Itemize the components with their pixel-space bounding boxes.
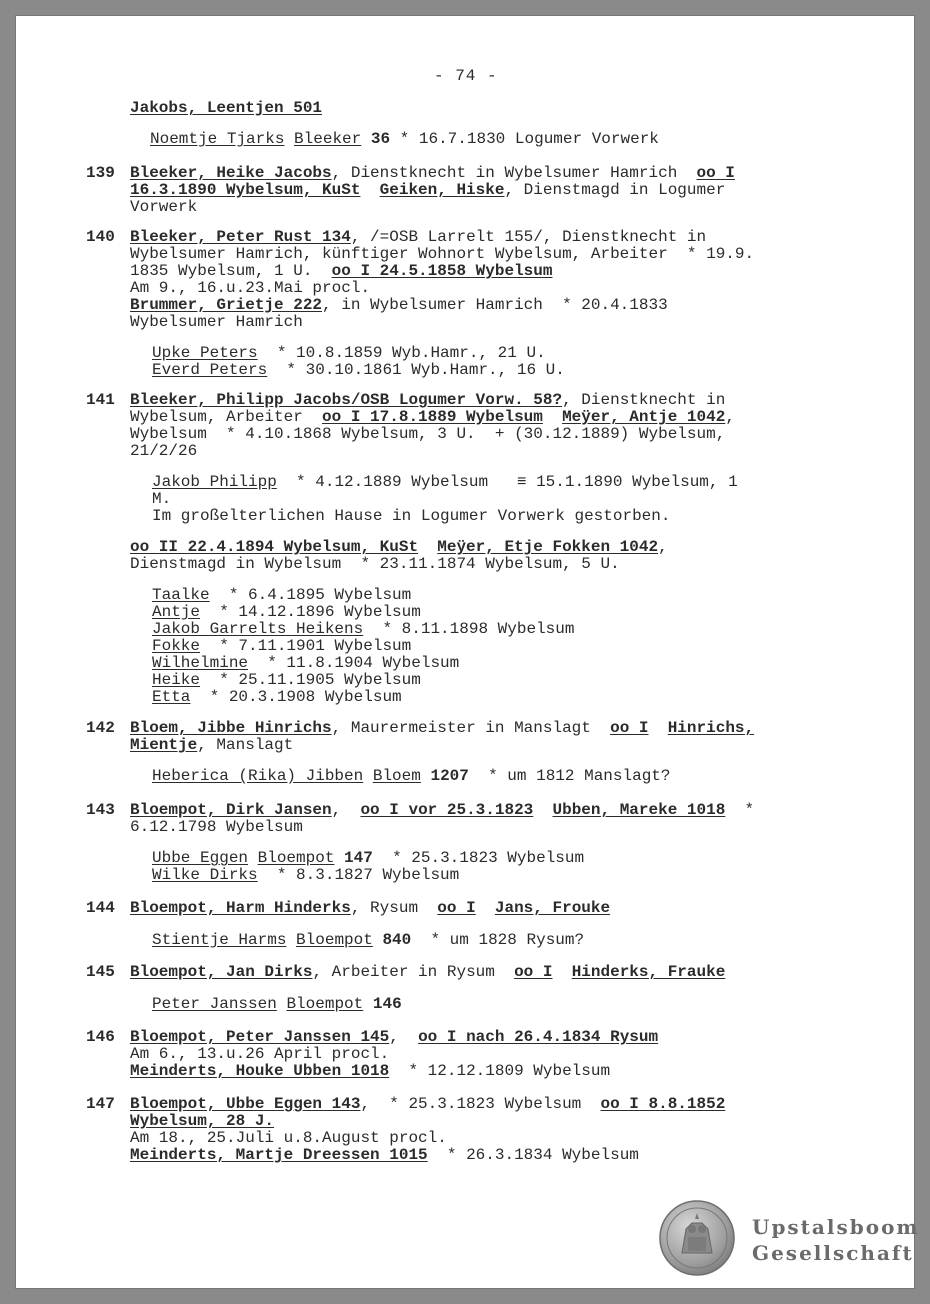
child-name: Etta: [152, 688, 191, 706]
entry-139-line-1: [130, 165, 735, 182]
entry-140-details: , /=OSB Larrelt 155/, Dienstknecht in: [350, 228, 707, 246]
entry-141-comma-2: ,: [658, 538, 668, 556]
child-details: * 10.8.1859 Wyb.Hamr., 21 U.: [257, 344, 546, 362]
entry-141-spouse-2-details: Dienstmagd in Wybelsum * 23.11.1874 Wybelsum, 5 U.: [130, 555, 620, 573]
child-details: * 14.12.1896 Wybelsum: [200, 603, 421, 621]
entry-143-marriage: oo I vor 25.3.1823: [360, 801, 534, 819]
entry-144-spouse: Jans, Frouke: [494, 899, 611, 917]
entry-143-child: [152, 850, 584, 867]
entry-144-gap: [476, 899, 495, 917]
entry-139-spouse-details: , Dienstmagd in Logumer: [504, 181, 726, 199]
parent-name: Jakobs, Leentjen 501: [130, 99, 323, 117]
child-name: Upke Peters: [152, 344, 258, 362]
entry-145-spouse: Hinderks, Frauke: [571, 963, 726, 981]
entry-139-name: Bleeker, Heike Jacobs: [130, 164, 332, 182]
entry-140-child: [152, 345, 546, 362]
entry-144-marriage: oo I: [437, 899, 476, 917]
entry-147-marriage: oo I 8.8.1852: [600, 1095, 726, 1113]
child-ref: 147: [344, 849, 373, 867]
entry-139-occupation: , Dienstknecht in Wybelsumer Hamrich: [331, 164, 697, 182]
entry-143-gap-2: [533, 801, 552, 819]
child-details: * um 1812 Manslagt?: [468, 767, 671, 785]
child-given-name: Noemtje Tjarks: [150, 130, 285, 148]
entry-147-line-4: [130, 1147, 639, 1164]
entry-141-name: Bleeker, Philipp Jacobs/OSB Logumer Vorw. 58?: [130, 391, 563, 409]
entry-141-child-2: [152, 638, 411, 655]
entry-143-line-2: 6.12.1798 Wybelsum: [130, 818, 303, 836]
child-ref: 1207: [430, 767, 469, 785]
child-name: Wilhelmine: [152, 654, 249, 672]
child-surname: Bloempot: [257, 849, 335, 867]
entry-139-line-2: [130, 182, 725, 199]
entry-141-child-cont: M.: [152, 490, 172, 508]
entry-140-line-1: [130, 229, 706, 246]
child-name: Heike: [152, 671, 201, 689]
entry-140-line-6: Wybelsumer Hamrich: [130, 313, 303, 331]
child-details: * 7.11.1901 Wybelsum: [200, 637, 412, 655]
entry-143-name: Bloempot, Dirk Jansen: [130, 801, 332, 819]
entry-141-line-4: 21/2/26: [130, 442, 198, 460]
entry-143-line-1: [130, 802, 754, 819]
child-surname: Bleeker: [294, 130, 362, 148]
entry-number-141: 141: [86, 391, 115, 409]
entry-140-child: [152, 362, 565, 379]
entry-146-line-2: Am 6., 13.u.26 April procl.: [130, 1045, 390, 1063]
entry-142-spouse-given: Mientje: [130, 736, 198, 754]
entry-number-146: 146: [86, 1028, 115, 1046]
entry-146-line-3: [130, 1063, 610, 1080]
child-given-name: Stientje Harms: [152, 931, 287, 949]
child-ref: 840: [382, 931, 412, 949]
child-name: Fokke: [152, 637, 201, 655]
child-details: * 25.11.1905 Wybelsum: [200, 671, 421, 689]
child-ref: 146: [372, 995, 402, 1013]
entry-141-child-2: [152, 689, 402, 706]
entry-141-marriage-2: oo II 22.4.1894 Wybelsum, KuSt: [130, 538, 419, 556]
entry-146-name: Bloempot, Peter Janssen 145: [130, 1028, 390, 1046]
entry-number-145: 145: [86, 963, 115, 981]
entry-147-line-1: [130, 1096, 725, 1113]
child-details: * 16.7.1830 Logumer Vorwerk: [390, 130, 659, 148]
child-details: * 11.8.1904 Wybelsum: [248, 654, 460, 672]
entry-139-marriage: 16.3.1890 Wybelsum, KuSt: [130, 181, 361, 199]
entry-147-line-2: [130, 1113, 274, 1130]
entry-141-marriage-1: oo I 17.8.1889 Wybelsum: [322, 408, 543, 426]
entry-142-spouse: Hinrichs,: [667, 719, 755, 737]
entry-number-140: 140: [86, 228, 115, 246]
entry-142-line-2: [130, 737, 293, 754]
entry-145-occupation: , Arbeiter in Rysum: [312, 963, 515, 981]
entry-145-name: Bloempot, Jan Dirks: [130, 963, 313, 981]
entry-147-spouse: Meinderts, Martje Dreessen 1015: [130, 1146, 428, 1164]
entry-140-birth: 1835 Wybelsum, 1 U.: [130, 262, 332, 280]
entry-141-marriage-2-line: [130, 539, 668, 556]
child-surname: Bloempot: [286, 995, 364, 1013]
entry-141-child-2: [152, 621, 574, 638]
entry-145-line-1: [130, 964, 725, 981]
entry-144-child: [152, 932, 584, 949]
child-surname: Bloempot: [296, 931, 373, 949]
entry-142-spouse-place: , Manslagt: [197, 736, 294, 754]
brand-logo: [752, 1214, 920, 1266]
entry-141-child-2: [152, 655, 459, 672]
entry-141-child-2: [152, 604, 421, 621]
entry-141-line-3: Wybelsum * 4.10.1868 Wybelsum, 3 U. + (30.12.1889) Wybelsum,: [130, 425, 726, 443]
brand-line-2: Gesellschaft: [752, 1241, 914, 1265]
entry-141-child-2: [152, 587, 411, 604]
entry-139-spouse: Geiken, Hiske: [379, 181, 505, 199]
entry-147-marriage-place: Wybelsum, 28 J.: [130, 1112, 275, 1130]
document-page: [16, 16, 920, 1288]
entry-140-name: Bleeker, Peter Rust 134: [130, 228, 351, 246]
entry-146-gap: ,: [389, 1028, 419, 1046]
entry-144-name: Bloempot, Harm Hinderks: [130, 899, 351, 917]
entry-141-child-2: [152, 672, 421, 689]
entry-140-line-3: [130, 263, 552, 280]
entry-147-birth: , * 25.3.1823 Wybelsum: [360, 1095, 601, 1113]
entry-144-place: , Rysum: [350, 899, 438, 917]
child-name: Wilke Dirks: [152, 866, 258, 884]
entry-145-child: [152, 996, 402, 1013]
page-content: [16, 16, 920, 1288]
entry-142-name: Bloem, Jibbe Hinrichs: [130, 719, 332, 737]
child-details: * um 1828 Rysum?: [411, 931, 585, 949]
entry-141-line-1: [130, 392, 725, 409]
entry-146-spouse: Meinderts, Houke Ubben 1018: [130, 1062, 390, 1080]
entry-139-gap: [360, 181, 379, 199]
child-details: * 6.4.1895 Wybelsum: [209, 586, 412, 604]
entry-142-occupation: , Maurermeister in Manslagt: [331, 719, 611, 737]
entry-141-line-2: [130, 409, 735, 426]
entry-number-147: 147: [86, 1095, 115, 1113]
entry-140-line-2: Wybelsumer Hamrich, künftiger Wohnort Wybelsum, Arbeiter * 19.9.: [130, 245, 755, 263]
entry-141-gap-2: [418, 538, 437, 556]
child-name: Everd Peters: [152, 361, 268, 379]
entry-142-child: [152, 768, 671, 785]
entry-140-spouse-details: , in Wybelsumer Hamrich * 20.4.1833: [322, 296, 668, 314]
entry-146-marriage: oo I nach 26.4.1834 Rysum: [418, 1028, 659, 1046]
entry-number-139: 139: [86, 164, 115, 182]
child-details: * 25.3.1823 Wybelsum: [372, 849, 585, 867]
page-number: - 74 -: [434, 67, 498, 85]
child-given-name: Peter Janssen: [152, 995, 277, 1013]
header-child-line: [150, 131, 659, 148]
child-details: * 8.11.1898 Wybelsum: [363, 620, 575, 638]
entry-142-gap: [649, 719, 668, 737]
entry-141-comma: ,: [725, 408, 735, 426]
entry-140-spouse: Brummer, Grietje 222: [130, 296, 323, 314]
entry-141-spouse-1: Meÿer, Antje 1042: [562, 408, 726, 426]
entry-140-line-5: [130, 297, 668, 314]
child-name: Jakob Philipp: [152, 473, 277, 491]
entry-141-spouse-2: Meÿer, Etje Fokken 1042: [437, 538, 659, 556]
child-surname: Bloem: [372, 767, 421, 785]
child-name: Taalke: [152, 586, 210, 604]
entry-147-line-3: Am 18., 25.Juli u.8.August procl.: [130, 1129, 447, 1147]
entry-143-child: [152, 867, 459, 884]
entry-142-marriage: oo I: [610, 719, 649, 737]
entry-141-occupation-2: Wybelsum, Arbeiter: [130, 408, 323, 426]
entry-number-143: 143: [86, 801, 115, 819]
child-ref: 36: [370, 130, 391, 148]
brand-line-1: Upstalsboom: [752, 1215, 920, 1239]
child-given-name: Ubbe Eggen: [152, 849, 249, 867]
child-given-name: Heberica (Rika) Jibben: [152, 767, 364, 785]
child-details: * 4.12.1889 Wybelsum ≡ 15.1.1890 Wybelsum, 1: [276, 473, 738, 491]
entry-147-spouse-details: * 26.3.1834 Wybelsum: [427, 1146, 639, 1164]
entry-146-spouse-details: * 12.12.1809 Wybelsum: [389, 1062, 611, 1080]
child-name: Antje: [152, 603, 201, 621]
child-details: * 30.10.1861 Wyb.Hamr., 16 U.: [267, 361, 565, 379]
entry-number-142: 142: [86, 719, 115, 737]
entry-141-child: [152, 474, 738, 491]
entry-141-note: Im großelterlichen Hause in Logumer Vorwerk gestorben.: [152, 507, 671, 525]
entry-141-occupation: , Dienstknecht in: [562, 391, 726, 409]
entry-139-line-3: Vorwerk: [130, 198, 198, 216]
entry-141-gap: [543, 408, 562, 426]
entry-139-marriage-mark: oo I: [696, 164, 735, 182]
entry-145-marriage: oo I: [514, 963, 553, 981]
seal-icon: [658, 1199, 736, 1277]
entry-146-line-1: [130, 1029, 658, 1046]
entry-143-spouse: Ubben, Mareke 1018: [552, 801, 726, 819]
entry-140-marriage: oo I 24.5.1858 Wybelsum: [331, 262, 553, 280]
entry-142-line-1: [130, 720, 754, 737]
entry-143-gap: ,: [331, 801, 361, 819]
child-details: * 8.3.1827 Wybelsum: [257, 866, 460, 884]
entry-number-144: 144: [86, 899, 115, 917]
entry-145-gap: [552, 963, 571, 981]
entry-147-name: Bloempot, Ubbe Eggen 143: [130, 1095, 361, 1113]
entry-140-line-4: Am 9., 16.u.23.Mai procl.: [130, 279, 371, 297]
entry-143-birth-mark: *: [725, 801, 755, 819]
entry-144-line-1: [130, 900, 610, 917]
header-line: [130, 100, 322, 117]
child-details: * 20.3.1908 Wybelsum: [190, 688, 402, 706]
child-name: Jakob Garrelts Heikens: [152, 620, 364, 638]
